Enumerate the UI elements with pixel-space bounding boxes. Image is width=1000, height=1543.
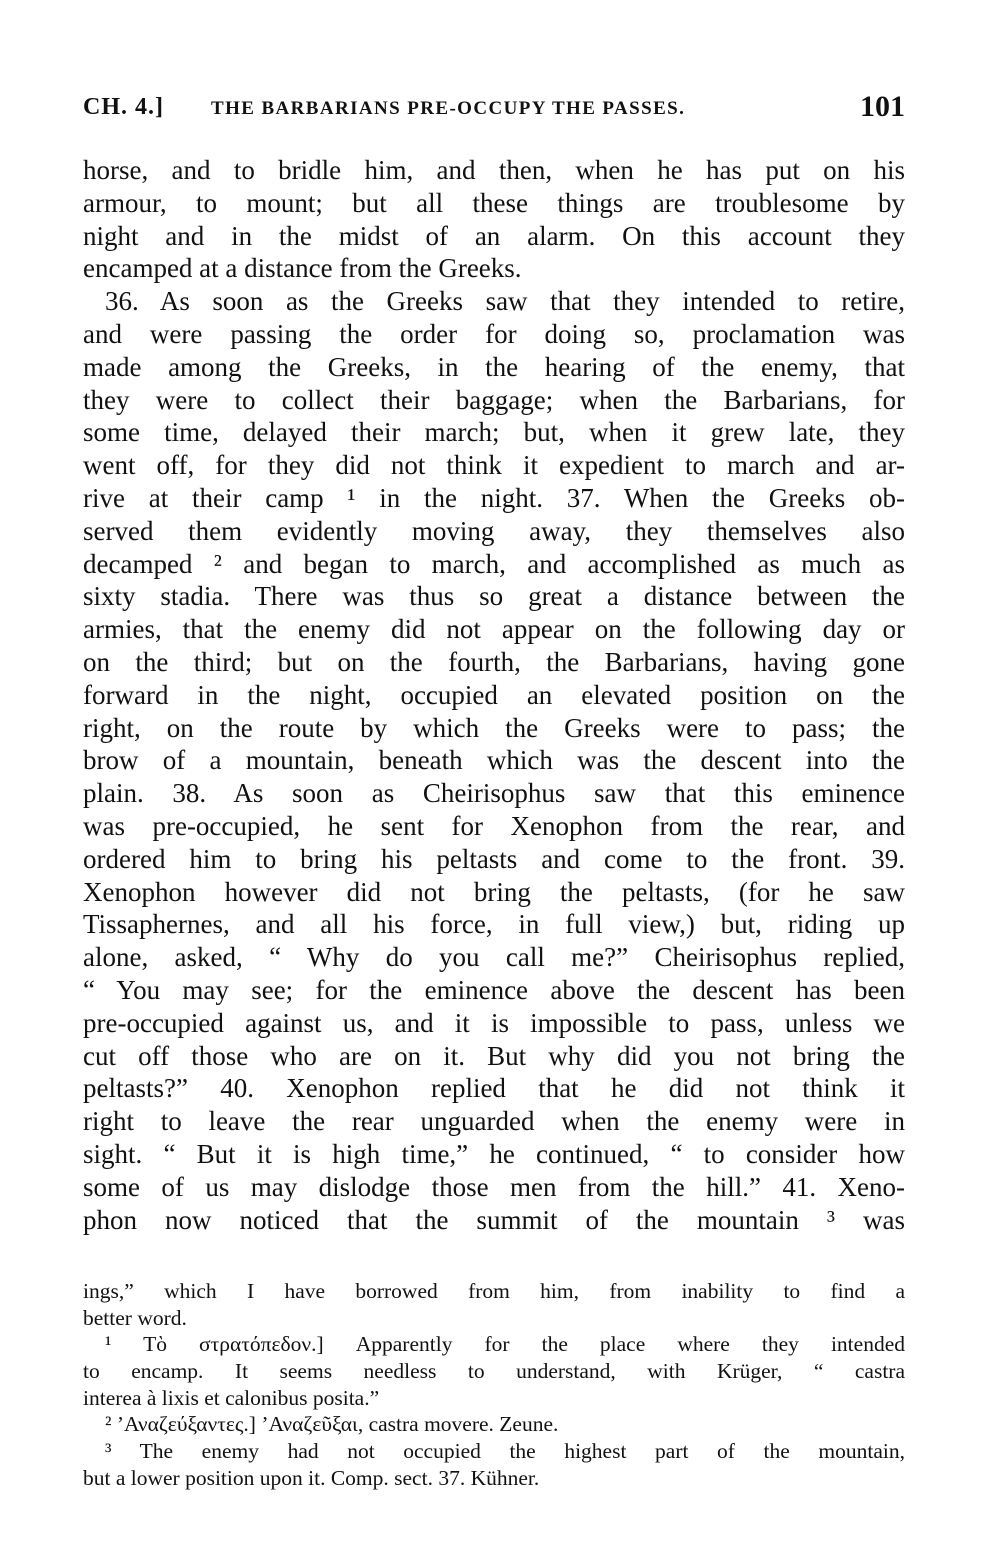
text-line: Xenophon however did not bring the peltasts, (for he saw xyxy=(83,876,905,907)
text-line: “ You may see; for the eminence above the descent has been xyxy=(83,974,905,1005)
text-line: decamped ² and began to march, and accomplished as much as xyxy=(83,548,905,579)
running-title: THE BARBARIANS PRE-OCCUPY THE PASSES. xyxy=(211,98,686,119)
text-line: some time, delayed their march; but, when it grew late, they xyxy=(83,417,905,448)
text-line: encamped at a distance from the Greeks. xyxy=(83,253,522,284)
text-line: pre-occupied against us, and it is impossible to pass, unless we xyxy=(83,1007,905,1038)
text-line: sixty stadia. There was thus so great a distance between the xyxy=(83,581,905,612)
text-line: forward in the night, occupied an elevated position on the xyxy=(83,679,905,710)
footnote-line: better word. xyxy=(83,1305,187,1330)
text-line: night and in the midst of an alarm. On this account they xyxy=(83,220,905,251)
footnote-line: to encamp. It seems needless to understand, with Krüger, “ castra xyxy=(83,1359,905,1384)
footnote-line: interea à lixis et calonibus posita.” xyxy=(83,1385,380,1410)
text-line: right to leave the rear unguarded when the enemy were in xyxy=(83,1106,905,1137)
text-line: and were passing the order for doing so, proclamation was xyxy=(83,318,905,349)
text-line: some of us may dislodge those men from the hill.” 41. Xeno- xyxy=(83,1171,905,1202)
text-line: brow of a mountain, beneath which was the descent into the xyxy=(83,745,905,776)
text-line: was pre-occupied, he sent for Xenophon from the rear, and xyxy=(83,810,905,841)
running-header xyxy=(83,90,905,130)
text-line: cut off those who are on it. But why did you not bring the xyxy=(83,1040,905,1071)
text-line: armour, to mount; but all these things are troublesome by xyxy=(83,187,905,218)
text-line: served them evidently moving away, they themselves also xyxy=(83,515,905,546)
text-line: horse, and to bridle him, and then, when he has put on his xyxy=(83,155,905,185)
footnote-1: ¹ Τὸ στρατόπεδον.] Apparently for the place where they intended xyxy=(105,1332,905,1357)
text-line: Tissaphernes, and all his force, in full view,) but, riding up xyxy=(83,909,905,940)
text-line: phon now noticed that the summit of the mountain ³ was xyxy=(83,1204,905,1235)
footnote-line: ings,” which I have borrowed from him, from inability to find a xyxy=(83,1279,905,1303)
text-line: plain. 38. As soon as Cheirisophus saw that this eminence xyxy=(83,778,905,809)
main-text xyxy=(83,154,905,1236)
text-line: sight. “ But it is high time,” he continued, “ to consider how xyxy=(83,1138,905,1169)
footnotes xyxy=(83,1278,905,1492)
text-line: made among the Greeks, in the hearing of the enemy, that xyxy=(83,351,905,382)
text-line: peltasts?” 40. Xenophon replied that he did not think it xyxy=(83,1073,905,1104)
footnote-2: ² ’Αναζεύξαντες.] ’Αναζεῦξαι, castra movere. Zeune. xyxy=(105,1412,559,1437)
text-line: alone, asked, “ Why do you call me?” Cheirisophus replied, xyxy=(83,942,905,973)
chapter-reference: CH. 4.] xyxy=(83,94,164,120)
footnote-3: ³ The enemy had not occupied the highest part of the mountain, xyxy=(105,1439,905,1464)
text-line: right, on the route by which the Greeks were to pass; the xyxy=(83,712,905,743)
text-line: 36. As soon as the Greeks saw that they intended to retire, xyxy=(105,286,905,317)
page-number: 101 xyxy=(860,90,905,123)
text-line: rive at their camp ¹ in the night. 37. When the Greeks ob- xyxy=(83,482,905,513)
text-line: armies, that the enemy did not appear on the following day or xyxy=(83,614,905,645)
text-line: they were to collect their baggage; when the Barbarians, for xyxy=(83,384,905,415)
footnote-line: but a lower position upon it. Comp. sect. 37. Kühner. xyxy=(83,1465,540,1490)
text-line: went off, for they did not think it expedient to march and ar- xyxy=(83,450,905,481)
text-line: ordered him to bring his peltasts and come to the front. 39. xyxy=(83,843,905,874)
text-line: on the third; but on the fourth, the Barbarians, having gone xyxy=(83,646,905,677)
